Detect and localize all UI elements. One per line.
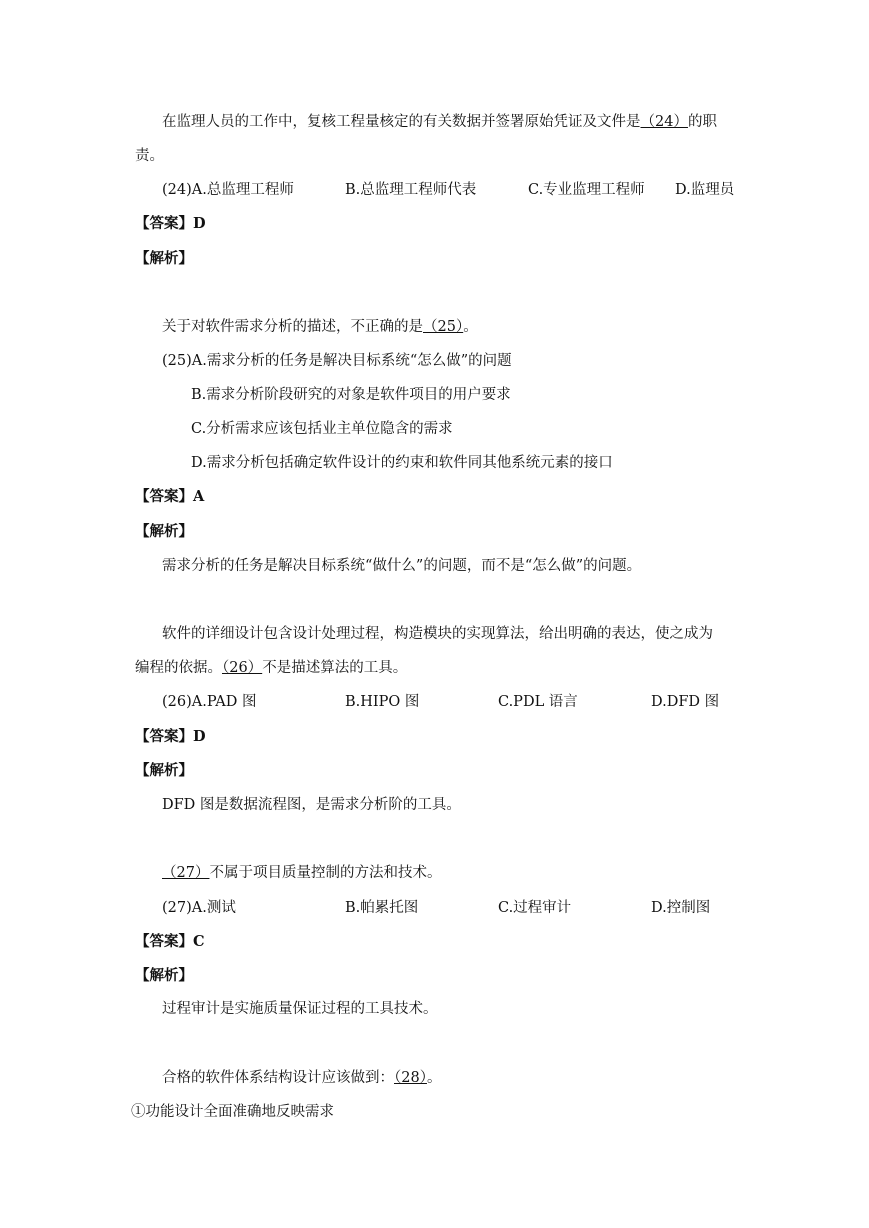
blank-24: （24） [640,114,688,130]
answer-26: 【答案】D [135,728,206,745]
question-26-stem: 软件的详细设计包含设计处理过程，构造模块的实现算法，给出明确的表达，使之成为 [162,626,713,642]
blank-28: （28） [394,1070,427,1086]
blank-25: （25） [423,319,464,335]
option-27-d: D.控制图 [651,900,711,916]
answer-27: 【答案】C [135,933,205,950]
question-28-item-1: ①功能设计全面准确地反映需求 [131,1104,334,1120]
option-25-d: D.需求分析包括确定软件设计的约束和软件同其他系统元素的接口 [191,455,613,471]
option-24-c: C.专业监理工程师 [528,182,645,198]
question-25-stem: 关于对软件需求分析的描述，不正确的是（25）。 [162,319,478,335]
option-24-a: (24)A.总监理工程师 [162,182,294,198]
option-25-c: C.分析需求应该包括业主单位隐含的需求 [191,421,453,437]
answer-24: 【答案】D [135,215,206,232]
option-26-a: (26)A.PAD 图 [162,694,257,710]
question-26-stem-continued: 编程的依据。（26）不是描述算法的工具。 [135,660,408,676]
option-25-b: B.需求分析阶段研究的对象是软件项目的用户要求 [191,387,511,403]
blank-26: （26） [222,660,263,676]
option-27-b: B.帕累托图 [345,900,419,916]
question-28-stem: 合格的软件体系结构设计应该做到：（28）。 [162,1070,442,1086]
blank-27: （27） [162,865,210,881]
question-27-stem: （27）不属于项目质量控制的方法和技术。 [162,865,442,881]
analysis-27-text: 过程审计是实施质量保证过程的工具技术。 [162,1001,438,1017]
question-24-stem-continued: 责。 [135,148,164,164]
analysis-27-label: 【解析】 [135,967,193,984]
option-26-b: B.HIPO 图 [345,694,420,710]
option-27-c: C.过程审计 [498,900,572,916]
analysis-26-label: 【解析】 [135,762,193,779]
analysis-25-label: 【解析】 [135,523,193,540]
option-27-a: (27)A.测试 [162,900,236,916]
analysis-25-text: 需求分析的任务是解决目标系统“做什么”的问题，而不是“怎么做”的问题。 [162,558,642,574]
option-25-a: (25)A.需求分析的任务是解决目标系统“怎么做”的问题 [162,353,512,369]
answer-25: 【答案】A [135,488,205,505]
option-26-c: C.PDL 语言 [498,694,578,710]
analysis-26-text: DFD 图是数据流程图，是需求分析阶的工具。 [162,797,461,813]
question-24-stem: 在监理人员的工作中，复核工程量核定的有关数据并签署原始凭证及文件是（24）的职 [162,114,717,130]
option-24-b: B.总监理工程师代表 [345,182,477,198]
option-24-d: D.监理员 [675,182,735,198]
analysis-24-label: 【解析】 [135,250,193,267]
option-26-d: D.DFD 图 [651,694,720,710]
